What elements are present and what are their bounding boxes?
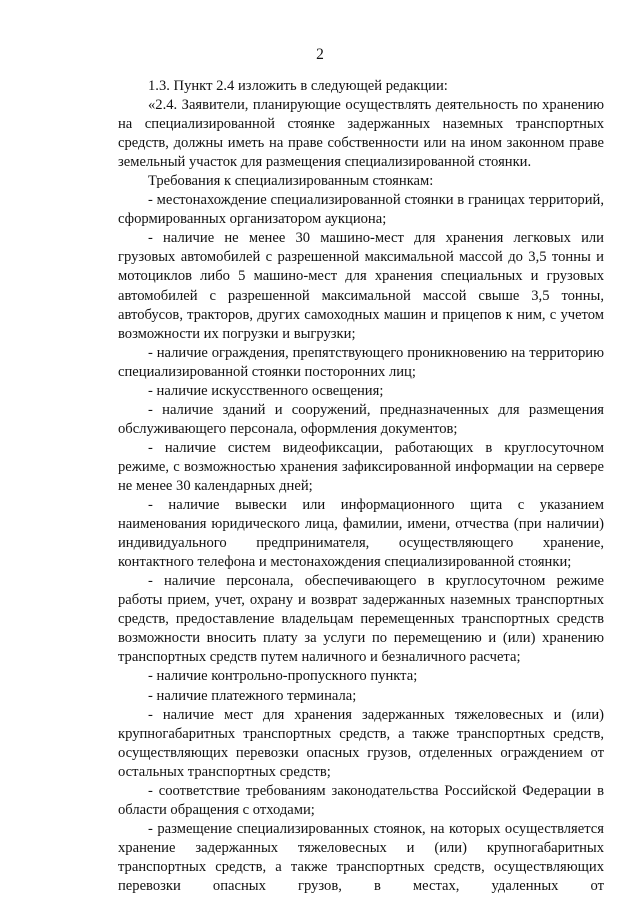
- requirement-item: - наличие зданий и сооружений, предназначенных для размещения обслуживающего персонала, оформления документов;: [118, 401, 604, 437]
- page-number: 2: [316, 46, 324, 63]
- requirement-item: - наличие мест для хранения задержанных тяжеловесных и (или) крупногабаритных транспортных средств, а также транспортных средств, осуществляющих перевозки опасных грузов, отделенных ограждением от остальных транспортных средств;: [118, 706, 604, 780]
- requirement-item: - наличие вывески или информационного щита с указанием наименования юридического лица, фамилии, имени, отчества (при наличии) индивидуального предпринимателя, осуществляющего хранение, контактного телефона и местонахождения специализированной стоянки;: [118, 497, 604, 571]
- requirement-item: - размещение специализированных стоянок, на которых осуществляется хранение задержанных тяжеловесных и (или) крупногабаритных транспортных средств, а также транспортных средств, осуществляющих перевозки опасных грузов, в местах, удаленных от: [118, 820, 604, 894]
- requirement-item: - местонахождение специализированной стоянки в границах территорий, сформированных организатором аукциона;: [118, 192, 604, 228]
- requirement-item: - наличие контрольно-пропускного пункта;: [148, 668, 418, 685]
- requirement-item: - наличие ограждения, препятствующего проникновению на территорию специализированной стоянки посторонних лиц;: [118, 344, 604, 380]
- paragraph-requirements-heading: Требования к специализированным стоянкам:: [148, 173, 434, 190]
- requirement-item: - наличие не менее 30 машино-мест для хранения легковых или грузовых автомобилей с разрешенной максимальной массой до 3,5 тонны и мотоциклов либо 5 машино-мест для хранения специальных и грузовых автомобилей с разрешенной максимальной массой свыше 3,5 тонны, автобусов, тракторов, других самоходных машин и прицепов к ним, с учетом возможности их погрузки и выгрузки;: [118, 230, 604, 342]
- requirement-item: - наличие персонала, обеспечивающего в круглосуточном режиме работы прием, учет, охрану и возврат задержанных наземных транспортных средств, предоставление владельцам перемещенных транспортных средств возможности вносить плату за услуги по перемещению и (или) хранению транспортных средств путем наличного и безналичного расчета;: [118, 573, 604, 666]
- requirement-item: - наличие платежного терминала;: [148, 687, 357, 704]
- requirement-item: - соответствие требованиям законодательства Российской Федерации в области обращения с отходами;: [118, 782, 604, 818]
- paragraph-amendment-intro: 1.3. Пункт 2.4 изложить в следующей редакции:: [148, 78, 448, 94]
- requirement-item: - наличие систем видеофиксации, работающих в круглосуточном режиме, с возможностью хранения зафиксированной информации на сервере не менее 30 календарных дней;: [118, 439, 604, 494]
- document-body: [118, 77, 604, 896]
- requirement-item: - наличие искусственного освещения;: [148, 382, 384, 399]
- paragraph-clause-2-4: «2.4. Заявители, планирующие осуществлять деятельность по хранению на специализированной стоянке задержанных наземных транспортных средств, должны иметь на праве собственности или на ином законном праве земельный участок для размещения специализированной стоянки.: [118, 97, 604, 171]
